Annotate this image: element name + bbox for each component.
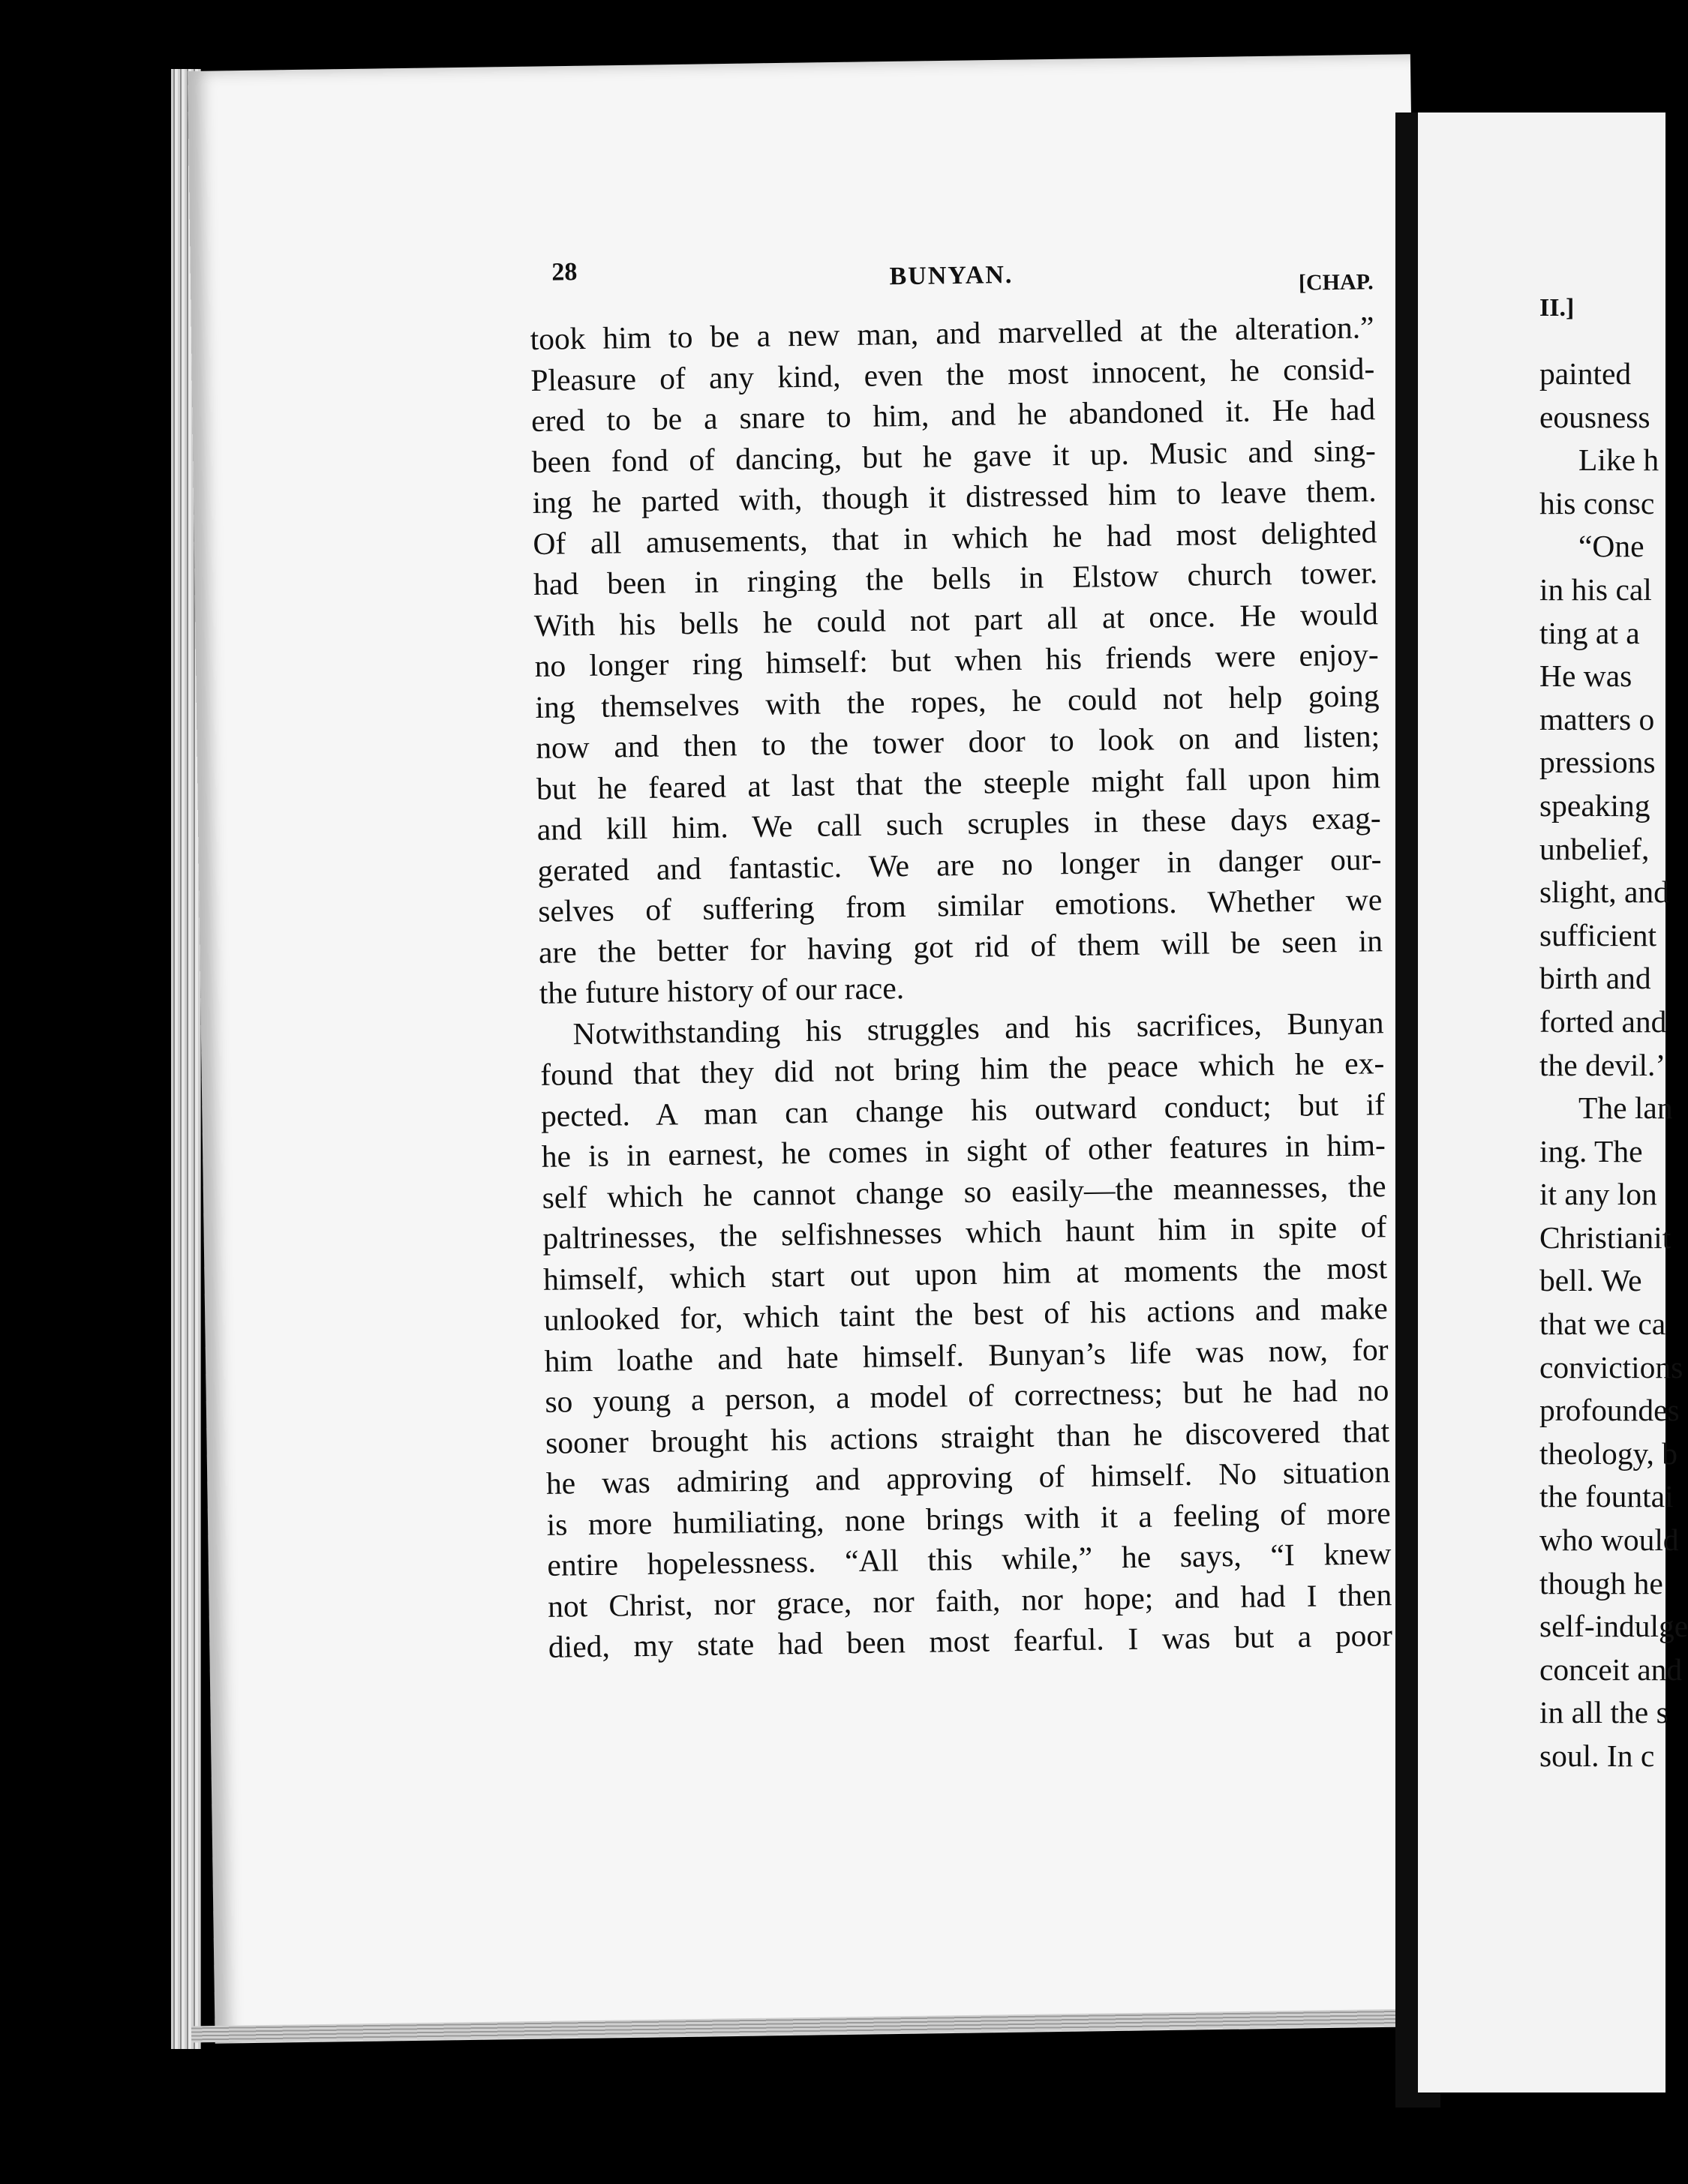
text-line: ered to be a snare to him, and he abandoned it. He had [530, 392, 1376, 438]
text-line: Like h [1578, 442, 1659, 478]
text-line: ing he parted with, though it distressed him to leave them. [532, 473, 1377, 520]
text-line: the future history of our race. [539, 970, 905, 1010]
text-line: him loathe and hate himself. Bunyan’s life was now, for [544, 1331, 1389, 1378]
text-line: is more humiliating, none brings with it a feeling of more [546, 1495, 1391, 1542]
text-line: in his cal [1539, 572, 1652, 607]
right-page-text [1539, 278, 1688, 1778]
text-line: been fond of dancing, but he gave it up. Music and sing- [531, 432, 1377, 479]
text-line: it any lon [1539, 1177, 1657, 1212]
text-line: Pleasure of any kind, even the most innocent, he consid- [530, 350, 1375, 398]
text-line: The lan [1578, 1090, 1673, 1126]
page-header [529, 239, 1374, 319]
text-line: pressions [1539, 745, 1656, 780]
text-line: forted and [1539, 1004, 1667, 1039]
text-line: eousness [1539, 399, 1650, 434]
text-line: found that they did not bring him the peace which he ex- [540, 1046, 1385, 1092]
text-line: in all the s [1539, 1695, 1668, 1730]
text-line: he was admiring and approving of himself. No situation [545, 1454, 1391, 1501]
text-line: ing themselves with the ropes, he could not help going [535, 677, 1380, 724]
text-line: theology, b [1539, 1436, 1678, 1471]
chapter-marker: [CHAP. [1298, 269, 1374, 296]
text-line: sooner brought his actions straight than he discovered that [545, 1413, 1390, 1460]
text-line: pected. A man can change his outward conduct; but if [540, 1086, 1386, 1133]
text-line: conceit and [1539, 1652, 1683, 1687]
text-line: bell. We [1539, 1263, 1642, 1298]
text-line: are the better for having got rid of them will be seen in [538, 922, 1383, 970]
text-line: though he [1539, 1565, 1663, 1600]
text-line: died, my state had been most fearful. I was but a poor [548, 1618, 1393, 1664]
text-line: profoundes [1539, 1393, 1680, 1428]
text-line: the devil.’ [1539, 1047, 1666, 1082]
text-line: no longer ring himself: but when his friends were enjoy- [534, 637, 1379, 683]
left-page-text [529, 239, 1392, 1667]
text-line: took him to be a new man, and marvelled at the alteration.” [530, 310, 1374, 356]
text-line: entire hopelessness. “All this while,” he says, “I knew [547, 1536, 1392, 1582]
text-line: ting at a [1539, 615, 1640, 650]
body-text [530, 307, 1392, 1667]
text-line: sufficient [1539, 917, 1656, 952]
text-line: Of all amusements, that in which he had most delighted [533, 514, 1377, 561]
text-line: self-indulge [1539, 1609, 1688, 1644]
text-line: paltrinesses, the selfishnesses which haunt him in spite of [542, 1209, 1387, 1256]
text-line: With his bells he could not part all at once. He would [533, 596, 1379, 643]
text-line: ing. The [1539, 1133, 1643, 1168]
text-line: “One [1578, 529, 1644, 564]
text-line: painted [1539, 356, 1632, 391]
text-line: who would [1539, 1522, 1679, 1558]
text-line: selves of suffering from similar emotions. Whether we [537, 882, 1383, 928]
text-line: so young a person, a model of correctness; but he had no [545, 1372, 1389, 1419]
text-line: not Christ, nor grace, nor faith, nor hope; and had I then [547, 1576, 1392, 1624]
text-line: but he feared at last that the steeple might fall upon him [536, 759, 1381, 806]
text-line: unbelief, [1539, 831, 1650, 866]
page-number: 28 [551, 258, 578, 286]
text-line: Notwithstanding his struggles and his sacrifices, Bunyan [572, 1004, 1384, 1051]
text-line: slight, and [1539, 874, 1669, 910]
text-line: his consc [1539, 485, 1655, 520]
text-line: Christianit [1539, 1220, 1671, 1255]
text-line: gerated and fantastic. We are no longer in danger our- [537, 841, 1382, 888]
text-line: He was [1539, 658, 1632, 694]
text-line: unlooked for, which taint the best of his actions and make [543, 1291, 1389, 1337]
text-line: the fountai [1539, 1479, 1674, 1514]
right-chapter-marker: II.] [1539, 294, 1575, 322]
text-line: self which he cannot change so easily—the meannesses, the [542, 1168, 1386, 1215]
text-line: he is in earnest, he comes in sight of other features in him- [541, 1127, 1386, 1174]
text-line: speaking [1539, 788, 1650, 823]
text-line: soul. In c [1539, 1738, 1655, 1773]
text-line: and kill him. We call such scruples in these days exag- [536, 800, 1381, 847]
text-line: matters o [1539, 701, 1655, 736]
text-line: birth and [1539, 961, 1651, 996]
running-title: BUNYAN. [889, 260, 1014, 291]
text-line: himself, which start out upon him at moments the most [542, 1250, 1388, 1297]
text-line: that we ca [1539, 1306, 1666, 1342]
text-line: now and then to the tower door to look on and listen; [535, 718, 1380, 765]
text-line: convictions [1539, 1349, 1683, 1384]
text-line: had been in ringing the bells in Elstow church tower. [533, 555, 1378, 602]
